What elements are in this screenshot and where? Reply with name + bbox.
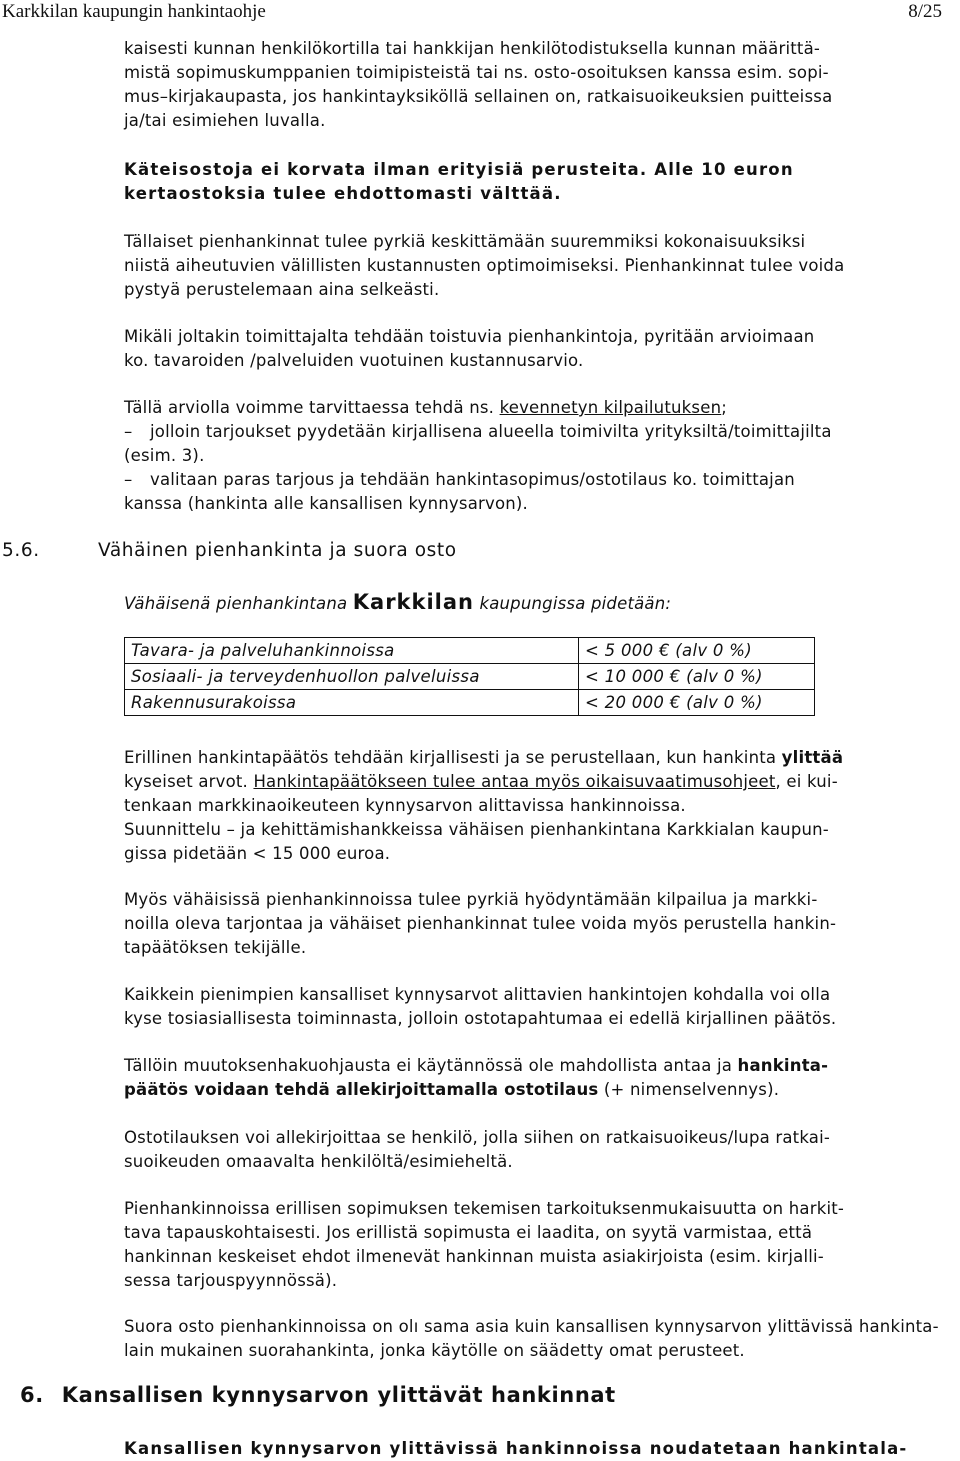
text-line: Tällöin muutoksenhakuohjausta ei käytännössä ole mahdollista antaa ja hankinta- bbox=[124, 1056, 829, 1075]
table-cell: Sosiaali- ja terveydenhuollon palveluissa bbox=[125, 664, 579, 690]
bullet-line: – jolloin tarjoukset pyydetään kirjallisena alueella toimivilta yrityksiltä/toimittajilta bbox=[124, 420, 954, 444]
text-line: sessa tarjouspyynnössä). bbox=[124, 1271, 338, 1290]
paragraph-recurring bbox=[124, 325, 954, 373]
section-title: Kansallisen kynnysarvon ylittävät hankinnat bbox=[61, 1383, 616, 1407]
paragraph-smallest bbox=[124, 983, 954, 1031]
text-line: Suunnittelu – ja kehittämishankkeissa vähäisen pienhankintana Karkkialan kaupun- bbox=[124, 820, 829, 839]
section-heading-6 bbox=[20, 1383, 616, 1407]
city-name: Karkkilan bbox=[352, 590, 474, 614]
paragraph-signing bbox=[124, 1054, 954, 1102]
text-line: tapäätöksen tekijälle. bbox=[124, 938, 307, 957]
text-line: gissa pidetään < 15 000 euroa. bbox=[124, 844, 391, 863]
table-cell: Tavara- ja palveluhankinnoissa bbox=[125, 638, 579, 664]
paragraph-intro-limits bbox=[124, 590, 954, 616]
text-line: kyse tosiasiallisesta toiminnasta, jolloin ostotapahtumaa ei edellä kirjallinen päätös. bbox=[124, 1009, 837, 1028]
page-number: 8/25 bbox=[908, 1, 942, 22]
text-line: tava tapauskohtaisesti. Jos erillistä sopimusta ei laadita, on syytä varmistaa, että bbox=[124, 1223, 813, 1242]
paragraph-consolidate bbox=[124, 230, 954, 302]
text-line: ko. tavaroiden /palveluiden vuotuinen kustannusarvio. bbox=[124, 351, 584, 370]
text-line: Tällä arviolla voimme tarvittaessa tehdä ns. kevennetyn kilpailutuksen; bbox=[124, 398, 727, 417]
text-line: tenkaan markkinaoikeuteen kynnysarvon alittavissa hankinnoissa. bbox=[124, 796, 686, 815]
text-line: kaisesti kunnan henkilökortilla tai hankkijan henkilötodistuksella kunnan määrittä- bbox=[124, 39, 821, 58]
text-line: ja/tai esimiehen luvalla. bbox=[124, 111, 326, 130]
text-line: Pienhankinnoissa erillisen sopimuksen tekemisen tarkoituksenmukaisuutta on harkit- bbox=[124, 1199, 845, 1218]
text-line: Tällaiset pienhankinnat tulee pyrkiä keskittämään suuremmiksi kokonaisuuksiksi bbox=[124, 232, 806, 251]
bullet-line: – valitaan paras tarjous ja tehdään hankintasopimus/ostotilaus ko. toimittajan bbox=[124, 468, 954, 492]
text-line: Käteisostoja ei korvata ilman erityisiä perusteita. Alle 10 euron bbox=[124, 160, 794, 179]
paragraph-direct-purchase bbox=[124, 1315, 954, 1363]
text-line: kyseiset arvot. Hankintapäätökseen tulee antaa myös oikaisuvaatimusohjeet, ei kui- bbox=[124, 772, 838, 791]
text-line: Kaikkein pienimpien kansalliset kynnysarvot alittavien hankintojen kohdalla voi olla bbox=[124, 985, 831, 1004]
light-tendering-link[interactable]: kevennetyn kilpailutuksen bbox=[499, 398, 722, 417]
text-line: kanssa (hankinta alle kansallisen kynnysarvon). bbox=[124, 494, 528, 513]
table-cell: < 5 000 € (alv 0 %) bbox=[579, 638, 815, 664]
paragraph-order-signer bbox=[124, 1126, 954, 1174]
text-line: Ostotilauksen voi allekirjoittaa se henkilö, jolla siihen on ratkaisuoikeus/lupa ratkai- bbox=[124, 1128, 831, 1147]
text-line: Mikäli joltakin toimittajalta tehdään toistuvia pienhankintoja, pyritään arvioimaan bbox=[124, 327, 815, 346]
appeal-instructions-link[interactable]: Hankintapäätökseen tulee antaa myös oikaisuvaatimusohjeet bbox=[253, 772, 776, 791]
paragraph-cash-purchases bbox=[124, 158, 954, 206]
paragraph-decision bbox=[124, 746, 954, 866]
section-number: 6. bbox=[20, 1383, 44, 1407]
dash-bullet: – bbox=[124, 422, 133, 441]
thresholds-table bbox=[124, 637, 815, 716]
text-line: niistä aiheutuvien välillisten kustannusten optimoimiseksi. Pienhankinnat tulee voida bbox=[124, 256, 845, 275]
table-row bbox=[125, 664, 815, 690]
text-line: Erillinen hankintapäätös tehdään kirjallisesti ja se perustellaan, kun hankinta ylittää bbox=[124, 748, 844, 767]
paragraph-contracts bbox=[124, 1197, 954, 1293]
section-title: Vähäinen pienhankinta ja suora osto bbox=[98, 540, 457, 561]
text-line: hankinnan keskeiset ehdot ilmenevät hankinnan muista asiakirjoista (esim. kirjalli- bbox=[124, 1247, 824, 1266]
text-line: kertaostoksia tulee ehdottomasti välttää. bbox=[124, 184, 562, 203]
text-line: mus–kirjakaupasta, jos hankintayksiköllä sellainen on, ratkaisuoikeuksien puitteissa bbox=[124, 87, 833, 106]
text-line: Suora osto pienhankinnoissa on olı sama asia kuin kansallisen kynnysarvon ylittävissä hankinta- bbox=[124, 1317, 939, 1336]
text-line: (esim. 3). bbox=[124, 446, 205, 465]
table-cell: Rakennusurakoissa bbox=[125, 690, 579, 716]
text-line: mistä sopimuskumppanien toimipisteistä tai ns. osto-osoituksen kanssa esim. sopi- bbox=[124, 63, 829, 82]
table-row bbox=[125, 638, 815, 664]
text-line: pystyä perustelemaan aina selkeästi. bbox=[124, 280, 440, 299]
paragraph-competition bbox=[124, 888, 954, 960]
table-row bbox=[125, 690, 815, 716]
table-cell: < 10 000 € (alv 0 %) bbox=[579, 664, 815, 690]
text-line: päätös voidaan tehdä allekirjoittamalla ostotilaus (+ nimenselvennys). bbox=[124, 1080, 780, 1099]
text-line: Kansallisen kynnysarvon ylittävissä hankinnoissa noudatetaan hankintala- bbox=[124, 1439, 908, 1458]
text-line: Myös vähäisissä pienhankinnoissa tulee pyrkiä hyödyntämään kilpailua ja markki- bbox=[124, 890, 818, 909]
paragraph-light-tendering bbox=[124, 396, 954, 516]
paragraph-national-threshold bbox=[124, 1437, 954, 1461]
text-line: noilla oleva tarjontaa ja vähäiset pienhankinnat tulee voida myös perustella hankin- bbox=[124, 914, 837, 933]
page-header bbox=[0, 0, 960, 24]
paragraph-purchase-methods bbox=[124, 37, 954, 133]
text-line: lain mukainen suorahankinta, jonka käytölle on säädetty omat perusteet. bbox=[124, 1341, 745, 1360]
table-cell: < 20 000 € (alv 0 %) bbox=[579, 690, 815, 716]
text-line: suoikeuden omaavalta henkilöltä/esimieheltä. bbox=[124, 1152, 513, 1171]
dash-bullet: – bbox=[124, 470, 133, 489]
text-line: Vähäisenä pienhankintana Karkkilan kaupungissa pidetään: bbox=[124, 590, 672, 614]
section-number: 5.6. bbox=[2, 540, 40, 561]
document-title: Karkkilan kaupungin hankintaohje bbox=[2, 1, 266, 22]
